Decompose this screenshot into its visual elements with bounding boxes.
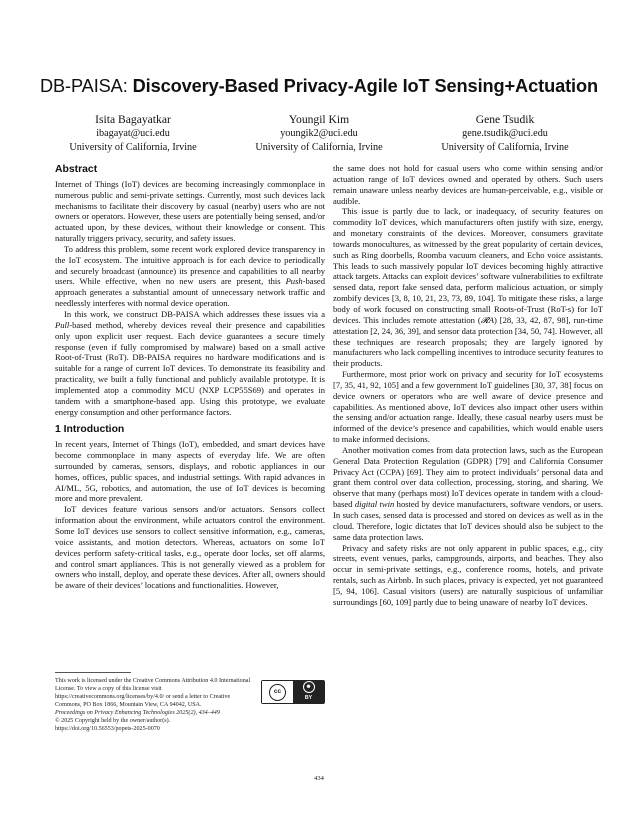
abstract-p3-emphasis: Pull xyxy=(55,319,70,330)
abstract-paragraph-2 xyxy=(55,244,325,309)
intro-paragraph-2: IoT devices feature various sensors and/or actuators. Sensors collect information about the environment, while actuators control the environment. Some IoT devices use sensors to collect sensitive information, e.g., cameras, voice assistants, and motion detectors. Whereas, actuators on some IoT devices perform safety-critical tasks, e.g., operate door locks, set off alarms, and control smart appliances. This is not generally viewed as a problem for owners who install, deploy, and operate these devices. After all, owners should be aware of their devices’ locations and functionalities. However, xyxy=(55,504,325,591)
title-prefix: DB-PAISA: xyxy=(39,76,133,96)
right-paragraph-4 xyxy=(333,445,603,543)
abstract-paragraph-3 xyxy=(55,309,325,417)
right-p4-text-cont: hosted by device manufacturers, software vendors, or users. In such cases, sensed data is processed and stored on devices as well as in the cloud. Therefore, logic dictates that IoT devices should also be subject to the same data protection laws. xyxy=(333,499,603,542)
right-paragraph-5: Privacy and safety risks are not only apparent in public spaces, e.g., city streets, event venues, parks, campgrounds, airports, and beaches. They also occur in semi-private settings, e.g., conference rooms, hotels, and private rentals, such as Airbnb. In such places, privacy is expected, yet not guaranteed [5, 94, 106]. Casual visitors (users) are naturally suspicious of unfamiliar surroundings [60, 109] partly due to being unaware of nearby IoT devices. xyxy=(333,542,603,607)
cc-circle-icon: cc xyxy=(269,684,286,701)
right-p2-symbol: 𝓡A xyxy=(480,314,494,325)
person-icon: ☻ xyxy=(303,681,315,693)
author-affiliation: University of California, Irvine xyxy=(255,141,383,153)
author-3 xyxy=(412,112,598,154)
right-paragraph-1: the same does not hold for casual users who come within sensing and/or actuation range of IoT devices owned and operated by others. Such users remain unaware unless nearby devices are human-perceivable, e.g., visible or audible. xyxy=(333,163,603,206)
abstract-paragraph-1: Internet of Things (IoT) devices are becoming increasingly commonplace in numerous public and semi-private settings. Currently, most such devices lack mechanisms to facilitate their discovery by casual (nearby) users who are not owners or operators. However, these users are potentially being sensed, and/or actuated upon, by these devices, without their knowledge or consent. This naturally triggers privacy, security, and safety issues. xyxy=(55,178,325,244)
license-text: This work is licensed under the Creative Commons Attribution 4.0 International License. To view a copy of this license visit https://creativecommons.org/licenses/by/4.0/ or send a letter to Creative Commons, PO Box 1866, Mountain View, CA 94042, USA. xyxy=(55,678,251,709)
right-column xyxy=(333,163,603,608)
author-email: gene.tsudik@uci.edu xyxy=(462,128,548,139)
author-email: ibagayat@uci.edu xyxy=(96,128,170,139)
right-p4-text: Another motivation comes from data protection laws, such as the European General Data Protection Regulation (GDPR) [79] and California Consumer Privacy Act (CCPA) [69]. They aim to protect individuals’ personal data and grant them control over data collection, processing, storing, and sharing. We observe that many (perhaps most) IoT devices operate in tandem with a cloud-based xyxy=(333,444,603,510)
left-column xyxy=(55,165,325,591)
abstract-p2-text-cont: -based approach generates a substantial amount of unnecessary network traffic and needlessly interferes with normal device operation. xyxy=(55,276,325,309)
author-affiliation: University of California, Irvine xyxy=(69,141,197,153)
proceedings-line xyxy=(55,709,325,717)
intro-paragraph-1: In recent years, Internet of Things (IoT), embedded, and smart devices have become commonplace in many aspects of everyday life. We are often surrounded by cameras, sensors, displays, and robotic appliances in our homes, offices, public spaces, and industrial settings. With rapid advances in AI/ML, 5G, robotics, and automation, the use of IoT devices is becoming more and more prevalent. xyxy=(55,439,325,504)
title-main: Discovery-Based Privacy-Agile IoT Sensing+Actuation xyxy=(132,76,599,96)
abstract-p3-text-cont: -based method, whereby devices reveal their presence and capabilities only upon explicit user request. Each device guarantees a secure timely response (even if fully compromised by malware) based on a small active Root-of-Trust (RoT). DB-PAISA requires no hardware modifications and is suitable for a range of current IoT devices. To demonstrate its feasibility and practicality, we built a fully functional and publicly available prototype. It is implemented atop a commodity MCU (NXP LCP55S69) and operates in tandem with a smartphone-based app. Using this prototype, we evaluate energy consumption and other performance factors. xyxy=(55,319,325,417)
footnote-license-row xyxy=(55,677,325,709)
author-1 xyxy=(40,112,226,154)
author-name: Isita Bagayatkar xyxy=(95,113,171,126)
introduction-heading: 1 Introduction xyxy=(55,424,125,436)
author-name: Gene Tsudik xyxy=(475,113,535,126)
abstract-p2-emphasis: Push xyxy=(285,276,303,287)
abstract-p2-text: To address this problem, some recent work explored device transparency in the IoT ecosystem. The intuitive approach is for each device to periodically and securely broadcast (announce) its presence and capabilities to all nearby users. While effective, when no new users are present, this xyxy=(55,243,325,287)
abstract-p3-text: In this work, we construct DB-PAISA which addresses these issues via a xyxy=(64,308,325,319)
page-number: 434 xyxy=(314,775,324,782)
copyright-line: © 2025 Copyright held by the owner/author(s). xyxy=(55,718,171,725)
proceedings-text: Proceedings on Privacy Enhancing Technologies 2025(2), 434–449 xyxy=(55,710,220,717)
right-p4-emphasis: digital twin xyxy=(354,499,395,510)
by-label: BY xyxy=(304,695,313,702)
abstract-heading: Abstract xyxy=(55,164,98,175)
right-paragraph-2 xyxy=(333,206,603,369)
right-p2-text-cont: ) [28, 33, 42, 87, 98], run-time attestation [2, 24, 36, 39], and sensor data protection [34, 50, 74]. However, all these techniques are research proposals; they are largely ignored by manufacturers who lack compelling incentives to introduce security features to their products. xyxy=(333,314,603,369)
paper-title xyxy=(0,76,638,97)
cc-by-badge-icon xyxy=(261,680,325,704)
author-2 xyxy=(226,112,412,154)
footnote-rule xyxy=(55,672,131,673)
license-footnote xyxy=(55,672,325,733)
doi-link[interactable]: https://doi.org/10.56553/popets-2025-0070 xyxy=(55,726,160,733)
right-p2-text: This issue is partly due to lack, or inadequacy, of security features on commodity IoT devices, which manufacturers often justify with size, energy, and monetary constraints of the devices. Moreover, consumers gravitate towards monocultures, as witnessed by the great popularity of certain devices, such as Ring doorbells, Roomba vacuum cleaners, and Echo voice assistants. This leads to such massively popular IoT devices becoming highly attractive attack targets. Attacks can exploit devices’ software vulnerabilities to exfiltrate sensed data, report fake sensed data, perform malicious actuation, or simply zombify devices [3, 8, 10, 21, 23, 73, 89, 104]. To mitigate these risks, a large body of work focused on constructing small Roots-of-Trust (RoT-s) for IoT devices. This includes remote attestation ( xyxy=(333,206,603,325)
author-name: Youngil Kim xyxy=(288,113,350,126)
cc-logo-icon xyxy=(262,681,293,703)
author-affiliation: University of California, Irvine xyxy=(441,141,569,153)
right-paragraph-3: Furthermore, most prior work on privacy and security for IoT ecosystems [7, 35, 41, 92, 105] and a few government IoT guidelines [30, 37, 38] focus on device owners or operators who are well aware of device presence and capabilities. As mentioned above, IoT devices also impact other users within the sensing and/or actuation range. Ideally, these casual nearby users must be informed of the device’s presence and capabilities, which would enable users to make informed decisions. xyxy=(333,369,603,445)
author-email: youngik2@uci.edu xyxy=(280,128,358,139)
by-logo-icon xyxy=(293,681,324,703)
author-block xyxy=(40,112,598,154)
